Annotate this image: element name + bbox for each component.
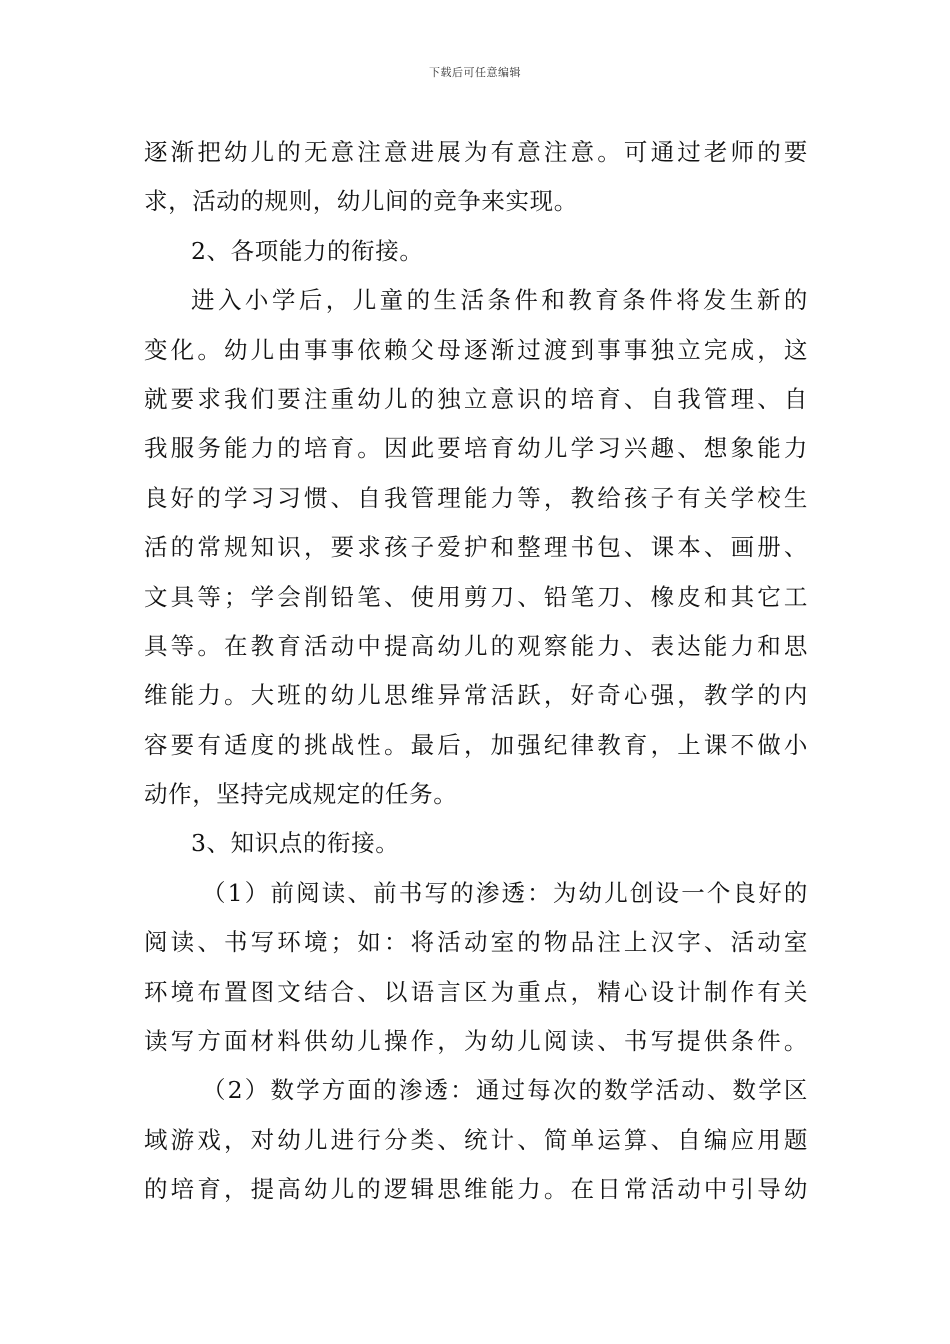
document-body xyxy=(144,128,808,1215)
text-line: 的培育，提高幼儿的逻辑思维能力。在日常活动中引导幼 xyxy=(144,1175,808,1204)
text-line: 具等。在教育活动中提高幼儿的观察能力、表达能力和思 xyxy=(144,631,808,660)
text-line: 阅读、书写环境；如：将活动室的物品注上汉字、活动室 xyxy=(144,928,808,957)
text-line: 进入小学后，儿童的生活条件和教育条件将发生新的 xyxy=(191,286,808,315)
text-line: 活的常规知识，要求孩子爱护和整理书包、课本、画册、 xyxy=(144,533,808,562)
text-line: 读写方面材料供幼儿操作，为幼儿阅读、书写提供条件。 xyxy=(144,1027,808,1056)
text-line: 文具等；学会削铅笔、使用剪刀、铅笔刀、橡皮和其它工 xyxy=(144,582,808,611)
text-line: 域游戏，对幼儿进行分类、统计、简单运算、自编应用题 xyxy=(144,1125,808,1154)
text-line: 环境布置图文结合、以语言区为重点，精心设计制作有关 xyxy=(144,977,808,1006)
section-heading: 3、知识点的衔接。 xyxy=(191,829,400,858)
text-line: （2）数学方面的渗透：通过每次的数学活动、数学区 xyxy=(202,1076,808,1105)
text-line: 我服务能力的培育。因此要培育幼儿学习兴趣、想象能力 xyxy=(144,434,808,463)
section-heading: 2、各项能力的衔接。 xyxy=(191,236,424,265)
text-line: 逐渐把幼儿的无意注意进展为有意注意。可通过老师的要 xyxy=(144,138,808,166)
text-line: （1）前阅读、前书写的渗透：为幼儿创设一个良好的 xyxy=(202,878,808,907)
page-header-note: 下载后可任意编辑 xyxy=(429,66,521,79)
text-line: 动作，坚持完成规定的任务。 xyxy=(144,780,458,809)
text-line: 良好的学习习惯、自我管理能力等，教给孩子有关学校生 xyxy=(144,483,808,512)
text-line: 维能力。大班的幼儿思维异常活跃，好奇心强，教学的内 xyxy=(144,681,808,710)
text-line: 变化。幼儿由事事依赖父母逐渐过渡到事事独立完成，这 xyxy=(144,335,808,364)
text-line: 容要有适度的挑战性。最后，加强纪律教育，上课不做小 xyxy=(144,730,808,759)
text-line: 就要求我们要注重幼儿的独立意识的培育、自我管理、自 xyxy=(144,384,808,413)
text-line: 求，活动的规则，幼儿间的竞争来实现。 xyxy=(144,187,578,216)
